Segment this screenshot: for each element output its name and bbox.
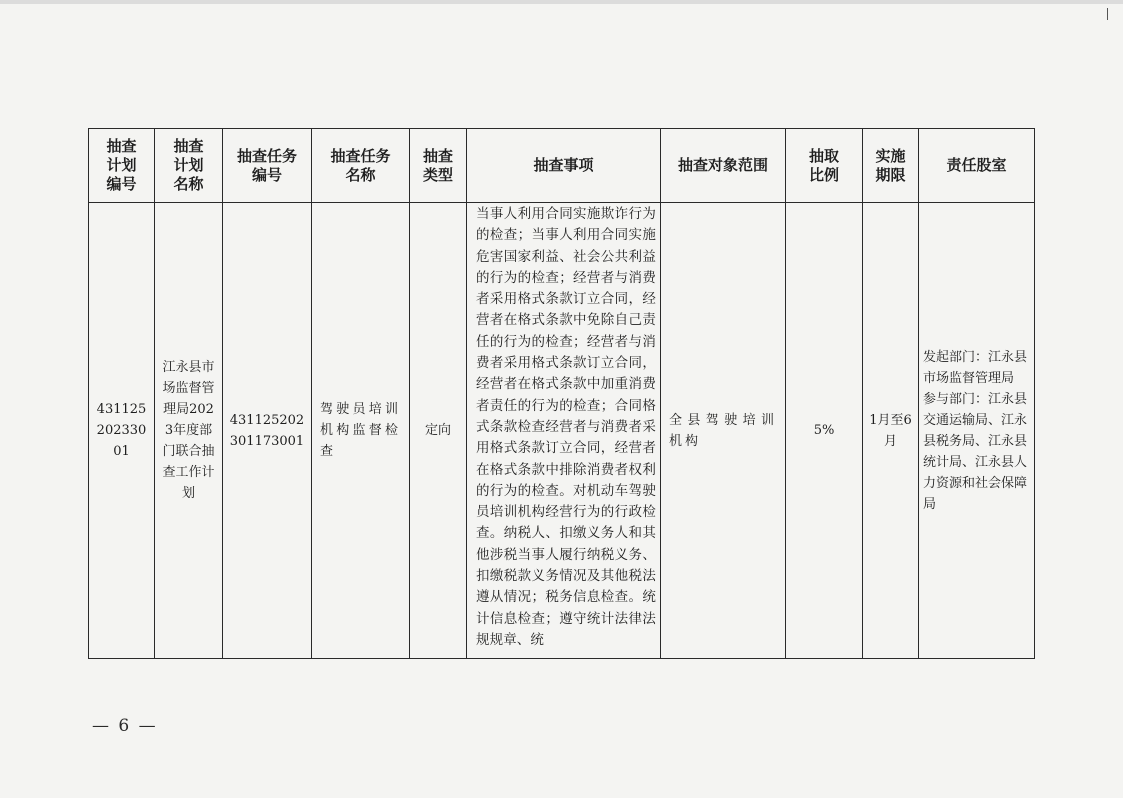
office-initiator-text: 发起部门：江永县市场监督管理局 <box>923 349 1028 386</box>
check-type-text: 定向 <box>424 423 451 438</box>
cell-object-scope <box>661 203 786 659</box>
cell-implementation-period <box>863 203 919 659</box>
object-scope-text: 全县驾驶培训机构 <box>669 412 777 449</box>
cell-task-name <box>312 203 410 659</box>
page-number: — 6 — <box>92 716 158 736</box>
cell-task-number <box>223 203 312 659</box>
header-plan-name: 抽查 计划 名称 <box>155 129 223 203</box>
spot-check-plan-table <box>88 128 1035 659</box>
task-number-text: 431125202301173001 <box>229 412 305 449</box>
header-responsible-office: 责任股室 <box>919 129 1035 203</box>
task-name-text: 驾驶员培训机构监督检查 <box>320 402 401 459</box>
corner-mark <box>1107 8 1108 20</box>
office-participants-text: 参与部门：江永县交通运输局、江永县税务局、江永县统计局、江永县人力资源和社会保障局 <box>923 391 1028 512</box>
check-matters-text: 当事人利用合同实施欺诈行为的检查；当事人利用合同实施危害国家利益、社会公共利益的行为的检查；经营者与消费者采用格式条款订立合同，经营者在格式条款中免除自己责任的行为的检查；经营者与消费者采用格式条款订立合同，经营者在格式条款中加重消费者责任的行为的检查；合同格式条款检查经营者与消费者采用格式条款订立合同，经营者在格式条款中排除消费者权利的行为的检查。对机动车驾驶员培训机构经营行为的行政检查。纳税人、扣缴义务人和其他涉税当事人履行纳税义务、扣缴税款义务情况及其他税法遵从情况；税务信息检查。统计信息检查；遵守统计法律法规规章、统 <box>476 206 656 648</box>
cell-plan-number <box>89 203 155 659</box>
cell-plan-name <box>155 203 223 659</box>
header-task-name: 抽查任务 名称 <box>312 129 410 203</box>
header-check-matters: 抽查事项 <box>467 129 661 203</box>
header-task-number: 抽查任务 编号 <box>223 129 312 203</box>
cell-check-type <box>410 203 467 659</box>
table-row <box>89 203 1035 659</box>
implementation-period-text: 1月至6月 <box>869 412 912 449</box>
header-sampling-ratio: 抽取 比例 <box>786 129 863 203</box>
header-check-type: 抽查 类型 <box>410 129 467 203</box>
scan-edge <box>0 0 1123 4</box>
table-header-row <box>89 129 1035 203</box>
header-object-scope: 抽查对象范围 <box>661 129 786 203</box>
sampling-ratio-text: 5% <box>813 423 835 438</box>
header-implementation-period: 实施 期限 <box>863 129 919 203</box>
plan-number-text: 43112520233001 <box>96 402 147 459</box>
header-plan-number: 抽查 计划 编号 <box>89 129 155 203</box>
plan-name-text: 江永县市场监督管理局2023年度部门联合抽查工作计划 <box>162 360 215 501</box>
cell-responsible-office <box>919 203 1035 659</box>
cell-check-matters <box>467 203 661 659</box>
cell-sampling-ratio <box>786 203 863 659</box>
